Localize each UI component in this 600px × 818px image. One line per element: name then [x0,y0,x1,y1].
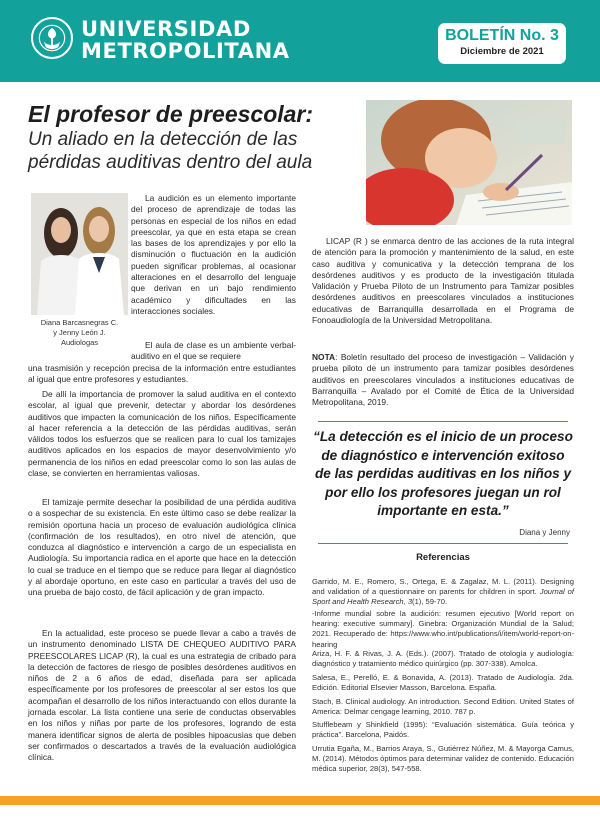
caption-line1: Diana Barcasnegras C. [40,318,119,327]
quote-bottom-divider [318,543,568,544]
article-subtitle [28,128,358,174]
university-name-line1: UNIVERSIDAD [81,17,251,41]
quote-top-divider [318,421,568,422]
authors-photo-caption [31,318,128,348]
quote-author: Diana y Jenny [519,528,570,537]
header-banner [0,0,600,82]
paragraph-2-end: una trasmisión y recepción precisa de la información entre estudiantes al igual que entre profesores y estudiantes. [28,363,296,385]
paragraph-3: De allí la importancia de promover la salud auditiva en el contexto escolar, al igual que prevenir, detectar y abordar los desórdenes auditivos que impacten la comunicación de los niños. Específicamente al hacer referencia a la detección de las pérdidas auditivas, serán válidos todos los esfuerzos que se realicen para lo cual los tamizajes auditivos aplicados en los espacios de mayor desenvolvimiento y/o permanencia de los niños en edad preescolar como lo son las aulas de clase, se convierten en herramientas valiosas. [28,389,296,479]
caption-line3: Audiologas [60,338,99,347]
reference-1-pages: (1), 59-70. [412,597,448,607]
paragraph-4: El tamizaje permite desechar la posibilidad de una pérdida auditiva o a sospechar de su existencia. En este último caso se debe realizar la remisión oportuna hacia un proceso de evaluación audiológica clínica (confirmación de los resultados), en otro nivel de atención, que conduzca al diagnóstico e intervención a cargo de un especialista en Audiología. Su importancia radica en el aporte que hace en la detección lo cual se traduce en el tiempo que se reduce para llegar al diagnóstico y al abordaje oportuno, en este caso en particular a través del uso de una prueba de bajo costo, de fácil aplicación y de gran impacto. [28,497,296,598]
note-label: NOTA [312,352,336,362]
reference-3: Ariza, H. F. & Rivas, J. A. (Eds.). (2007). Tratado de otología y audiología: diagnóstico y tratamiento médico quirúrgico (pp. 307-338). Amolca. [312,649,574,669]
reference-5: Stach, B. Clinical audiology. An introduction. Second Edition. United States of America: Delmar cengage learning, 2010. 787 p. [312,697,574,717]
paragraph-licap: LICAP (R ) se enmarca dentro de las acciones de la ruta integral de atención para la promoción y mantenimiento de la salud, en este caso auditiva y comunicativa y la detección temprana de los desórdenes auditivos y es producto de la investigación titulada Validación y Prueba Piloto de un Instrumento para Tamizar posibles desórdenes auditivos en preescolares vinculados a instituciones educativas de Barranquilla desarrollada en el Programa de Fonoaudiología de la Universidad Metropolitana. [312,236,574,326]
bulletin-date: Diciembre de 2021 [460,46,544,57]
university-name [81,18,290,62]
reference-1-journal: Journal of Sport and Health Research, 3 [312,587,574,607]
reference-1 [312,577,574,608]
reference-6: Stufflebeam y Shinkfield (1995): “Evaluación sistemática. Guía teórica y práctica”. Barcelona, Paidós. [312,720,574,740]
article-subtitle-line1: Un aliado en la detección de las [28,129,298,150]
bulletin-number: BOLETÍN No. 3 [445,27,559,44]
note-text: : Boletín resultado del proceso de investigación – Validación y prueba piloto de un instrumento para tamizar posibles desórdenes auditivos en preescolares vinculados a instituciones educativas de Barranquilla – Avalado por el Comité de Ética de la Universidad Metropolitana, 2019. [312,352,574,408]
article-subtitle-line2: pérdidas auditivas dentro del aula [28,152,313,173]
reference-4: Salesa, E., Perelló, E. & Bonavida, A. (2013). Tratado de Audiología. 2da. Edición. Editorial Elsevier Masson, Barcelona. España. [312,673,574,693]
footer-bar [0,796,600,805]
references-heading: Referencias [416,552,470,563]
reference-7: Urrutia Egaña, M., Barrios Araya, S., Gutiérrez Núñez, M. & Mayorga Camus, M. (2014). Métodos óptimos para determinar validez de contenido. Educación médica superior, 28(3), 547-558. [312,744,574,774]
paragraph-5: En la actualidad, este proceso se puede llevar a cabo a través de un instrumento denominado LISTA DE CHEQUEO AUDITIVO PARA PREESCOLARES LICAP (R), la cual es una estrategia de cribado para la detección de factores de riesgo de posibles desórdenes auditivos en niños de 2 a 6 años de edad, diseñada para ser aplicada específicamente por los profesores de preescolar al ser estos los que acompañan el desarrollo de los niños interactuando con ellos durante la jornada escolar. La lista contiene una serie de conductas observables en los niños y niñas por parte de los profesores, logrando de esta manera identificar signos de alerta de posibles hipoacusias que deben ser confirmados o descartados a través de la evaluación audiológica clínica. [28,628,296,763]
university-seal-icon [31,17,73,59]
child-writing-photo [366,100,572,225]
paragraph-1: La audición es un elemento importante del proceso de aprendizaje de todas las personas en especial de los niños en edad preescolar, ya que en esta etapa se crean las bases de los aprendizajes y por ello la disminución o fluctuación en la audición pueden significar problemas, al ocasionar alteraciones en el desarrollo del lenguaje que derivan en un bajo rendimiento académico y dificultades en las interacciones sociales. [131,193,296,316]
reference-1-text: Garrido, M. E., Romero, S., Ortega, E. & Zagalaz, M. L. (2011). Designing and validation of a questionnaire on parents for children in sport. [312,577,574,597]
university-name-line2: METROPOLITANA [81,39,290,63]
paragraph-2-start: El aula de clase es un ambiente verbal-auditivo en el que se requiere [131,340,296,362]
authors-photo [31,193,128,315]
reference-2: -Informe mundial sobre la audición: resumen ejecutivo [World report on hearing: executive summary]. Ginebra: Organización Mundial de la Salud; 2021. Recuperado de: https://www.who.int/publications/i/item/world-report-on-hearing [312,609,574,649]
pull-quote: “La detección es el inicio de un proceso de diagnóstico e intervención exitoso de las perdidas auditivas en los niños y por ello los profesores juegan un rol importante en esta.” [313,429,573,519]
research-note [312,352,574,408]
caption-line2: y Jenny León J. [53,328,106,337]
article-title: El profesor de preescolar: [28,101,314,127]
bulletin-badge [438,23,566,64]
